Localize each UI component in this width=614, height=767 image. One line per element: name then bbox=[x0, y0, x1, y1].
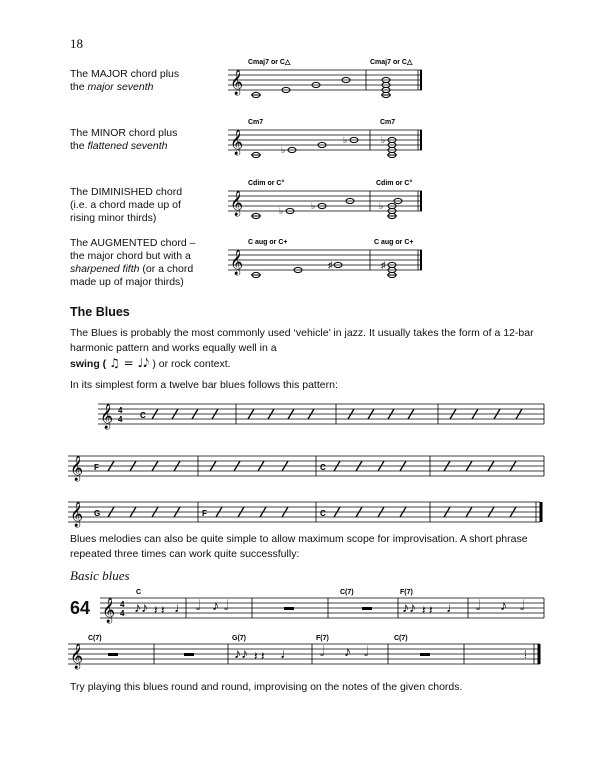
blues-row-2 bbox=[68, 448, 546, 488]
chord-label: Cmaj7 or C△ bbox=[248, 59, 291, 66]
desc-line: the bbox=[70, 81, 88, 93]
section-heading: The Blues bbox=[70, 305, 130, 319]
svg-text:♭: ♭ bbox=[281, 145, 286, 155]
notes bbox=[251, 77, 391, 97]
svg-text:♯: ♯ bbox=[381, 260, 386, 270]
svg-text:⁞: ⁞ bbox=[524, 650, 527, 661]
svg-text:𝅗𝅥: 𝅗𝅥 bbox=[476, 597, 481, 613]
svg-text:♭: ♭ bbox=[279, 206, 284, 216]
chord-desc-major bbox=[70, 68, 220, 94]
treble-clef-icon: 𝄞 bbox=[230, 190, 244, 215]
rhythm-notation-icon: ♫ = ♩𝅘𝅥𝅮 bbox=[109, 356, 150, 370]
chord-staff-augmented bbox=[228, 236, 424, 286]
treble-clef-icon: 𝄞 bbox=[102, 597, 116, 622]
desc-italic: major seventh bbox=[87, 81, 154, 93]
svg-text:𝅗𝅥: 𝅗𝅥 bbox=[196, 597, 201, 613]
chord-label: C aug or C+ bbox=[374, 239, 414, 246]
desc-line: The MAJOR chord plus bbox=[70, 68, 180, 80]
chord-symbol: F(7) bbox=[316, 635, 329, 642]
notes bbox=[251, 260, 397, 278]
desc-line: the bbox=[70, 140, 88, 152]
svg-text:𝅗𝅥: 𝅗𝅥 bbox=[364, 643, 369, 659]
svg-text:♪: ♪ bbox=[344, 643, 351, 659]
treble-clef-icon: 𝄞 bbox=[70, 501, 84, 526]
blues-row-3 bbox=[68, 494, 546, 534]
svg-text:𝅗𝅥: 𝅗𝅥 bbox=[320, 643, 325, 659]
desc-line: the major chord but with a bbox=[70, 250, 191, 262]
tune-title: Basic blues bbox=[70, 568, 130, 583]
notes bbox=[251, 135, 397, 158]
svg-text:♩: ♩ bbox=[280, 645, 294, 661]
notes bbox=[251, 198, 402, 218]
svg-text:♪: ♪ bbox=[500, 597, 507, 613]
svg-text:♭: ♭ bbox=[311, 201, 316, 211]
page-number: 18 bbox=[70, 36, 83, 51]
chord-symbol: F bbox=[202, 509, 207, 518]
chord-symbol: G(7) bbox=[232, 635, 246, 642]
chord-label: Cm7 bbox=[248, 119, 264, 126]
desc-line: made up of major thirds) bbox=[70, 276, 184, 288]
chord-symbol: C bbox=[140, 411, 146, 420]
chord-symbol: F(7) bbox=[400, 589, 413, 596]
chord-symbol: C(7) bbox=[340, 589, 354, 596]
chord-staff-minor bbox=[228, 116, 424, 166]
chord-label: Cm7 bbox=[380, 119, 396, 126]
blues-paragraph-1: The Blues is probably the most commonly used ‘vehicle’ in jazz. It usually takes the form of a 12-bar harmonic pattern and works equally well in a swing ( ♫ = ♩𝅘𝅥𝅮 ) or rock context. bbox=[70, 327, 534, 370]
closing-paragraph: Try playing this blues round and round, improvising on the notes of the given chords. bbox=[70, 681, 463, 693]
desc-line: (or a chord bbox=[139, 263, 194, 275]
chord-staff-major bbox=[228, 56, 424, 106]
svg-text:𝄽 𝄽: 𝄽 𝄽 bbox=[154, 603, 165, 617]
chord-desc-augmented bbox=[70, 237, 220, 289]
svg-text:𝅗𝅥: 𝅗𝅥 bbox=[224, 597, 229, 613]
treble-clef-icon: 𝄞 bbox=[230, 69, 244, 94]
chord-symbol: G bbox=[94, 509, 101, 518]
svg-text:♪: ♪ bbox=[212, 597, 219, 613]
svg-text:♯: ♯ bbox=[328, 260, 333, 270]
desc-line: The MINOR chord plus bbox=[70, 127, 178, 139]
desc-line: The AUGMENTED chord – bbox=[70, 237, 196, 249]
chord-label: Cdim or C° bbox=[248, 180, 285, 187]
treble-clef-icon: 𝄞 bbox=[70, 455, 84, 480]
treble-clef-icon: 𝄞 bbox=[230, 129, 244, 154]
treble-clef-icon: 𝄞 bbox=[70, 643, 84, 668]
svg-text:♭: ♭ bbox=[381, 135, 386, 145]
svg-text:4: 4 bbox=[120, 609, 125, 618]
chord-symbol: C(7) bbox=[88, 635, 102, 642]
svg-text:𝅗𝅥: 𝅗𝅥 bbox=[520, 597, 525, 613]
chord-symbol: C bbox=[136, 589, 142, 596]
svg-text:4: 4 bbox=[120, 600, 125, 609]
melody-notes bbox=[134, 597, 525, 617]
svg-text:▬: ▬ bbox=[108, 648, 118, 659]
svg-text:♪♪: ♪♪ bbox=[134, 599, 148, 615]
svg-text:♭: ♭ bbox=[343, 135, 348, 145]
svg-text:♪♪: ♪♪ bbox=[402, 599, 416, 615]
desc-line: The DIMINISHED chord bbox=[70, 186, 183, 198]
chord-label: C aug or C+ bbox=[248, 239, 288, 246]
treble-clef-icon: 𝄞 bbox=[230, 249, 244, 274]
svg-text:▬: ▬ bbox=[284, 602, 294, 613]
svg-text:𝄽 𝄽: 𝄽 𝄽 bbox=[422, 603, 433, 617]
svg-text:♭: ♭ bbox=[379, 201, 384, 211]
tune-row-1 bbox=[100, 586, 546, 630]
svg-text:▬: ▬ bbox=[420, 648, 430, 659]
treble-clef-icon: 𝄞 bbox=[100, 403, 114, 428]
svg-text:4: 4 bbox=[118, 415, 123, 424]
svg-text:♩: ♩ bbox=[174, 599, 188, 615]
chord-label: Cdim or C° bbox=[376, 180, 413, 187]
blues-paragraph-3: Blues melodies can also be quite simple to allow maximum scope for improvisation. A short phrase repeated three times can work quite successfully: bbox=[70, 533, 528, 560]
desc-line: rising minor thirds) bbox=[70, 212, 157, 224]
staff-lines bbox=[228, 70, 422, 90]
chord-staff-diminished bbox=[228, 177, 424, 227]
svg-text:▬: ▬ bbox=[184, 648, 194, 659]
chord-symbol: C bbox=[320, 509, 326, 518]
chord-symbol: C(7) bbox=[394, 635, 408, 642]
svg-text:♩: ♩ bbox=[446, 599, 460, 615]
chord-desc-diminished bbox=[70, 186, 220, 225]
svg-text:♪♪: ♪♪ bbox=[234, 645, 248, 661]
tune-row-2 bbox=[68, 632, 546, 676]
blues-paragraph-2: In its simplest form a twelve bar blues follows this pattern: bbox=[70, 379, 338, 391]
svg-text:4: 4 bbox=[118, 406, 123, 415]
tune-number: 64 bbox=[70, 598, 91, 618]
desc-line: (i.e. a chord made up of bbox=[70, 199, 181, 211]
chord-symbol: C bbox=[320, 463, 326, 472]
svg-text:𝄽 𝄽: 𝄽 𝄽 bbox=[254, 649, 265, 663]
desc-italic: flattened seventh bbox=[87, 140, 168, 152]
chord-desc-minor bbox=[70, 127, 220, 153]
chord-label: Cmaj7 or C△ bbox=[370, 59, 413, 66]
blues-row-1 bbox=[68, 396, 546, 436]
svg-text:▬: ▬ bbox=[362, 602, 372, 613]
desc-italic: sharpened fifth bbox=[70, 263, 140, 275]
chord-symbol: F bbox=[94, 463, 99, 472]
